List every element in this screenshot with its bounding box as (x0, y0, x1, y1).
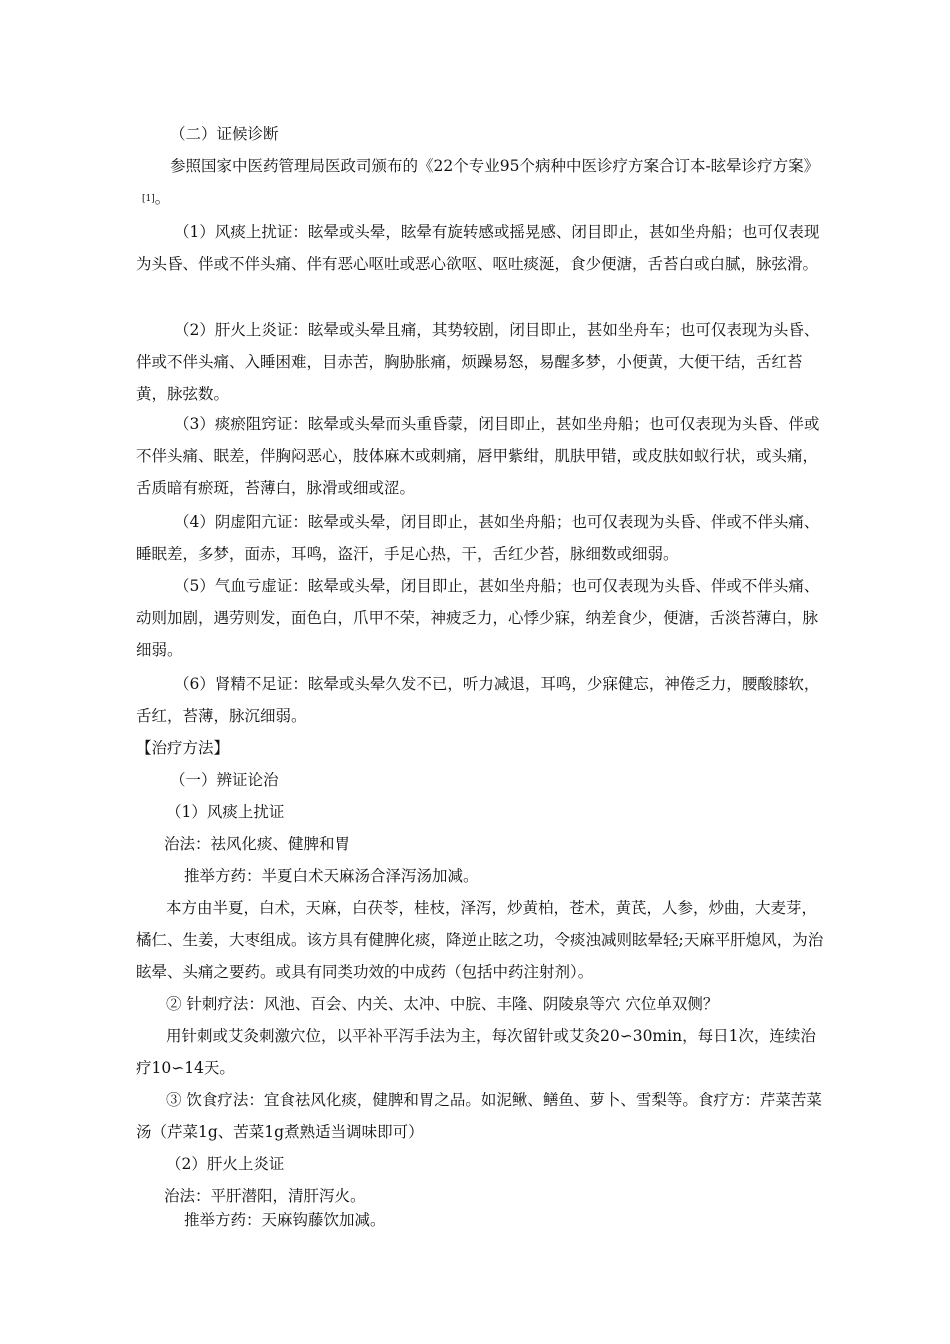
treatment-1-description: 本方由半夏，白术，天麻，白茯苓，桂枝，泽泻，炒黄柏，苍术，黄芪，人参，炒曲，大麦芽，橘仁、生姜，大枣组成。该方具有健脾化痰，降逆止眩之功，令痰浊减则眩晕轻;天麻平肝熄风，为治眩晕、头痛之要药。或具有同类功效的中成药（包括中药注射剂）。 (136, 899, 824, 981)
treatment-1-acupuncture-detail: 用针刺或艾灸刺激穴位，以平补平泻手法为主，每次留针或艾灸20∽30min，每日1次，连续治疗10∽14天。 (136, 1027, 816, 1077)
reference-text: 参照国家中医药管理局医政司颁布的《22个专业95个病种中医诊疗方案合订本-眩晕诊疗方案》 (170, 157, 820, 175)
subheading-differentiation: （一）辨证论治 (170, 771, 279, 789)
treatment-1-title: （1）风痰上扰证 (166, 803, 285, 821)
treatment-1-acupuncture: ② 针刺疗法：风池、百会、内关、太冲、中脘、丰隆、阴陵泉等穴 穴位单双侧？ (166, 995, 719, 1013)
syndrome-kidney-essence: （6）肾精不足证：眩晕或头晕久发不已，听力减退，耳鸣，少寐健忘，神倦乏力，腰酸膝软，舌红，苔薄，脉沉细弱。 (136, 675, 820, 725)
reference-end: 。 (154, 189, 171, 207)
section-heading-syndrome-diagnosis: （二）证候诊断 (170, 125, 279, 143)
treatment-2-prescription: 推举方药：天麻钩藤饮加减。 (184, 1211, 386, 1229)
syndrome-yin-deficiency: （4）阴虚阳亢证：眩晕或头晕，闭目即止，甚如坐舟船；也可仅表现为头昏、伴或不伴头痛、睡眠差，多梦，面赤，耳鸣，盗汗，手足心热，干，舌红少苔，脉细数或细弱。 (136, 513, 820, 563)
syndrome-liver-fire: （2）肝火上炎证：眩晕或头晕且痛，其势较剧，闭目即止，甚如坐舟车；也可仅表现为头昏、伴或不伴头痛、入睡困难，目赤苦，胸胁胀痛，烦躁易怒，易醒多梦，小便黄，大便干结，舌红苔黄，脉弦数。 (136, 321, 820, 403)
treatment-1-method: 治法：祛风化痰、健脾和胃 (164, 835, 351, 853)
syndrome-phlegm-stasis: （3）痰瘀阻窍证：眩晕或头晕而头重昏蒙，闭目即止，甚如坐舟船；也可仅表现为头昏、伴或不伴头痛、眠差，伴胸闷恶心，肢体麻木或刺痛，唇甲紫绀，肌肤甲错，或皮肤如蚁行状，或头痛，舌质暗有瘀斑，苔薄白，脉滑或细或涩。 (136, 415, 820, 497)
treatment-1-diet: ③ 饮食疗法：宜食祛风化痰，健脾和胃之品。如泥鳅、鳝鱼、萝卜、雪梨等。食疗方：芹菜苦菜汤（芹菜1g、苦菜1g煮熟适当调味即可） (136, 1091, 822, 1141)
treatment-1-prescription: 推举方药：半夏白术天麻汤合泽泻汤加减。 (184, 867, 479, 885)
syndrome-wind-phlegm: （1）风痰上扰证：眩晕或头晕，眩晕有旋转感或摇晃感、闭目即止，甚如坐舟船；也可仅表现为头昏、伴或不伴头痛、伴有恶心呕吐或恶心欲呕、呕吐痰涎，食少便溏，舌苔白或白腻，脉弦滑。 (136, 223, 820, 273)
reference-paragraph (136, 150, 826, 215)
syndrome-qi-blood-deficiency: （5）气血亏虚证：眩晕或头晕，闭目即止，甚如坐舟船；也可仅表现为头昏、伴或不伴头痛、动则加剧，遇劳则发，面色白，爪甲不荣，神疲乏力，心悸少寐，纳差食少，便溏，舌淡苔薄白，脉细弱。 (136, 577, 820, 659)
section-heading-treatment: 【治疗方法】 (136, 739, 230, 757)
treatment-2-title: （2）肝火上炎证 (166, 1155, 285, 1173)
citation-mark: [1] (142, 194, 155, 204)
treatment-2-method: 治法：平肝潜阳，清肝泻火。 (164, 1187, 366, 1205)
